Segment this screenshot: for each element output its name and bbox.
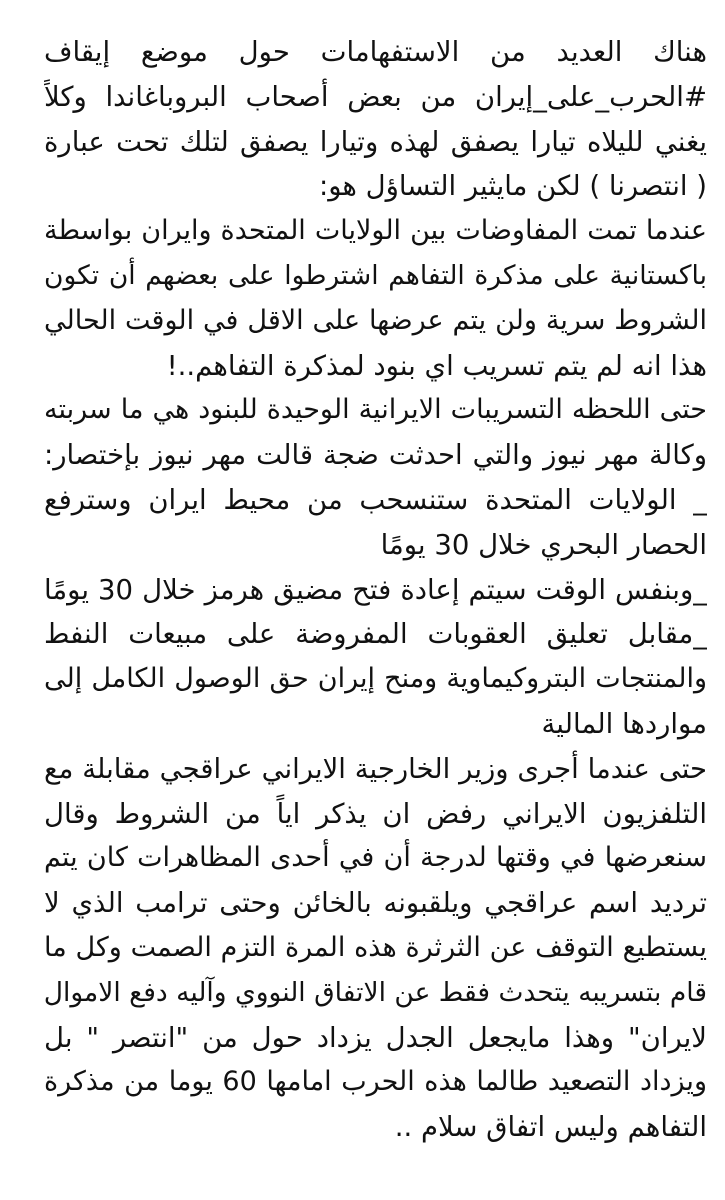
- text-line: الحصار البحري خلال 30 يومًا: [380, 528, 707, 561]
- text-line: هذا انه لم يتم تسريب اي بنود لمذكرة التفاهم..!: [166, 349, 707, 382]
- text-line: مواردها المالية: [541, 707, 707, 740]
- text-line: _وبنفس الوقت سيتم إعادة فتح مضيق هرمز خلال 30 يومًا: [44, 573, 707, 606]
- text-line: ترديد اسم عراقجي ويلقبونه بالخائن وحتى ترامب الذي لا: [44, 887, 707, 920]
- text-line: هناك العديد من الاستفهامات حول موضع إيقاف: [44, 36, 707, 68]
- text-line: حتى اللحظه التسريبات الايرانية الوحيدة للبنود هي ما سربته: [44, 394, 707, 426]
- text-line: يغني لليلاه تيارا يصفق لهذه وتيارا يصفق لتلك تحت عبارة: [44, 125, 707, 158]
- text-line: _ الولايات المتحدة ستنسحب من محيط ايران وسترفع: [44, 483, 707, 516]
- text-line: عندما تمت المفاوضات بين الولايات المتحدة وايران بواسطة: [44, 215, 707, 247]
- text-line: وكالة مهر نيوز والتي احدثت ضجة قالت مهر نيوز بإختصار:: [44, 439, 707, 472]
- text-line: لايران" وهذا مايجعل الجدل يزداد حول من "انتصر " بل: [44, 1021, 707, 1054]
- text-line: الشروط سرية ولن يتم عرضها على الاقل في الوقت الحالي: [44, 304, 707, 336]
- text-line: التفاهم وليس اتفاق سلام ..: [394, 1111, 707, 1144]
- text-line: والمنتجات البتروكيماوية ومنح إيران حق الوصول الكامل إلى: [44, 663, 707, 695]
- text-line: ويزداد التصعيد طالما هذه الحرب امامها 60 يوما من مذكرة: [44, 1066, 707, 1098]
- text-line-hashtag: #الحرب_على_إيران من بعض أصحاب البروباغاندا وكلاً: [44, 80, 707, 113]
- text-line: حتى عندما أجرى وزير الخارجية الايراني عراقجي مقابلة مع: [44, 752, 707, 785]
- text-line: ( انتصرنا ) لكن مايثير التساؤل هو:: [318, 170, 707, 203]
- text-line: _مقابل تعليق العقوبات المفروضة على مبيعات النفط: [44, 618, 707, 651]
- text-line: التلفزيون الايراني رفض ان يذكر اياً من الشروط وقال: [44, 797, 707, 830]
- text-line: باكستانية على مذكرة التفاهم اشترطوا على بعضهم أن تكون: [44, 259, 707, 291]
- text-line: سنعرضها في وقتها لدرجة أن في أحدى المظاهرات كان يتم: [44, 842, 707, 874]
- text-line: يستطيع التوقف عن الثرثرة هذه المرة التزم الصمت وكل ما: [44, 931, 707, 963]
- text-line: قام بتسريبه يتحدث فقط عن الاتفاق النووي وآليه دفع الاموال: [44, 976, 707, 1008]
- article-body: [44, 30, 707, 1150]
